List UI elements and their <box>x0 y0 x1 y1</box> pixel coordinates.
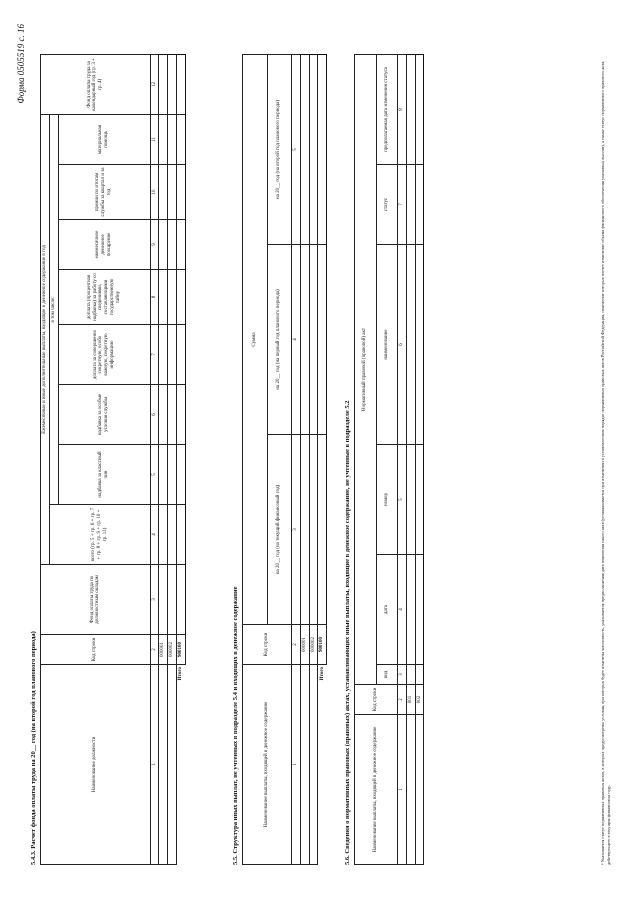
itogo-cell[interactable] <box>176 114 185 164</box>
value-cell[interactable] <box>406 245 415 445</box>
h-special: надбавка за особые условия службы <box>58 385 150 445</box>
itogo-cell[interactable] <box>176 565 185 635</box>
h-premium: премии по итогам службы за квартал и за год <box>58 165 150 220</box>
table-row <box>300 55 309 865</box>
value-cell[interactable] <box>406 54 415 164</box>
col-num: 10 <box>150 165 159 220</box>
value-cell[interactable] <box>168 54 177 114</box>
itogo-cell[interactable] <box>176 270 185 325</box>
table-row <box>168 54 177 864</box>
value-cell[interactable] <box>159 270 168 325</box>
h-title: наименование <box>376 245 398 445</box>
value-cell[interactable] <box>159 165 168 220</box>
section-56-title: 5.6. Сведения о нормативных правовых (правовых) актах, устанавливающих иные выплаты, входящие в денежное содержание, не учтенные в подразделе 5.2 <box>344 400 351 865</box>
value-cell[interactable] <box>168 165 177 220</box>
column-number-row <box>292 55 301 865</box>
itogo-cell[interactable] <box>318 435 327 625</box>
form-number: Форма 0505519 с. 16 <box>16 24 26 104</box>
h-status: статус <box>376 165 398 245</box>
table-row <box>159 54 168 864</box>
h-seniority: доплата за совершенно секретную, особо важную, секретную информацию <box>58 325 150 385</box>
row-code: 002 <box>415 685 424 715</box>
value-cell[interactable] <box>300 55 309 245</box>
itogo-cell[interactable] <box>318 55 327 245</box>
section-543-table <box>40 54 186 865</box>
h-name: Наименование выплаты, входящей в денежное содержание <box>243 665 292 865</box>
itogo-cell[interactable] <box>176 505 185 565</box>
col-num: 2 <box>292 625 301 665</box>
value-cell[interactable] <box>159 114 168 164</box>
col-num: 2 <box>398 685 407 715</box>
itogo-row <box>318 55 327 865</box>
col-num: 3 <box>292 435 301 625</box>
itogo-cell[interactable] <box>318 245 327 435</box>
h-act: Нормативный правовой (правовой) акт <box>355 54 377 684</box>
h-monthly: Ежемесячные и иные дополнительные выплаты, входящие в денежное содержание в год <box>41 114 50 564</box>
value-cell[interactable] <box>168 270 177 325</box>
col-num: 4 <box>292 245 301 435</box>
col-num: 12 <box>150 54 159 114</box>
h-state-secret: доплата (процентная надбавка) за работу со сведениями, составляющими государственную тайну <box>58 270 150 325</box>
row-code: 000001 <box>300 625 309 665</box>
h-fund-total: Фонд оплаты труда за календарный год (гр. 3 + гр. 4) <box>41 54 151 114</box>
section-56-table <box>354 54 424 865</box>
col-num: 7 <box>398 165 407 245</box>
table-row <box>406 54 415 864</box>
value-cell[interactable] <box>309 55 318 245</box>
h-class: надбавка за классный чин <box>58 445 150 505</box>
value-cell[interactable] <box>159 385 168 445</box>
section-55-title: 5.5. Структура иных выплат, не учтенных в подразделе 5.4 и входящих в денежное содержание <box>232 586 239 865</box>
value-cell[interactable] <box>415 165 424 245</box>
itogo-cell[interactable] <box>176 54 185 114</box>
value-cell[interactable] <box>168 220 177 270</box>
row-code: 000002 <box>309 625 318 665</box>
value-cell[interactable] <box>159 54 168 114</box>
value-cell[interactable] <box>406 665 415 685</box>
column-number-row <box>398 54 407 864</box>
row-name[interactable] <box>159 665 168 865</box>
value-cell[interactable] <box>406 445 415 555</box>
h-material: материальная помощь <box>58 114 150 164</box>
value-cell[interactable] <box>415 445 424 555</box>
h-number: номер <box>376 445 398 555</box>
col-num: 1 <box>150 665 159 865</box>
row-code: 000002 <box>168 635 177 665</box>
col-num: 8 <box>150 270 159 325</box>
section-55-table <box>242 54 327 865</box>
h-year1: на 20__ год (на текущий финансовый год) <box>267 435 292 625</box>
row-name[interactable] <box>168 665 177 865</box>
col-num: 9 <box>150 220 159 270</box>
value-cell[interactable] <box>159 505 168 565</box>
col-num: 5 <box>398 445 407 555</box>
col-num: 4 <box>398 555 407 665</box>
col-num: 3 <box>398 665 407 685</box>
h-date: дата <box>376 555 398 665</box>
itogo-cell[interactable] <box>176 385 185 445</box>
itogo-cell[interactable] <box>176 220 185 270</box>
value-cell[interactable] <box>300 435 309 625</box>
itogo-cell[interactable] <box>176 165 185 220</box>
value-cell[interactable] <box>415 665 424 685</box>
col-num: 8 <box>398 54 407 164</box>
col-num: 4 <box>150 505 159 565</box>
h-incl: в том числе: <box>49 114 58 504</box>
value-cell[interactable] <box>406 165 415 245</box>
h-year2: на 20__ год (на первый год планового периода) <box>267 245 292 435</box>
section-543-title: 5.4.3. Расчет фонда оплаты труда на 20__ год (на второй год планового периода) <box>30 631 37 865</box>
itogo-label: Итого <box>178 667 183 681</box>
h-sum: Сумма <box>243 55 268 625</box>
value-cell[interactable] <box>309 245 318 435</box>
table-row <box>415 54 424 864</box>
table-row <box>309 55 318 865</box>
h-code: Код строки <box>41 635 151 665</box>
value-cell[interactable] <box>309 435 318 625</box>
h-name: Наименование выплаты, входящей в денежное содержание <box>355 715 398 865</box>
value-cell[interactable] <box>300 245 309 435</box>
value-cell[interactable] <box>406 555 415 665</box>
itogo-label: Итого <box>319 667 325 681</box>
value-cell[interactable] <box>168 325 177 385</box>
row-code: 001 <box>406 685 415 715</box>
h-deadline: предполагаемая дата изменения статуса <box>376 54 398 164</box>
col-num: 1 <box>398 715 407 865</box>
itogo-cell[interactable] <box>176 445 185 505</box>
row-name[interactable] <box>300 665 309 865</box>
h-fund-salary: Фонд оплаты труда по должностным окладам <box>41 565 151 635</box>
col-num: 7 <box>150 325 159 385</box>
value-cell[interactable] <box>168 385 177 445</box>
col-num: 11 <box>150 114 159 164</box>
row-name[interactable] <box>309 665 318 865</box>
col-num: 5 <box>150 445 159 505</box>
value-cell[interactable] <box>159 565 168 635</box>
col-num: 6 <box>150 385 159 445</box>
col-num: 2 <box>150 635 159 665</box>
value-cell[interactable] <box>415 245 424 445</box>
col-num: 5 <box>292 55 301 245</box>
h-code: Код строки <box>355 685 398 715</box>
h-cash-incentive: ежемесячное денежное поощрение <box>58 220 150 270</box>
itogo-cell[interactable] <box>176 325 185 385</box>
value-cell[interactable] <box>168 114 177 164</box>
itogo-row <box>176 54 185 864</box>
h-code: Код строки <box>243 625 292 665</box>
value-cell[interactable] <box>159 220 168 270</box>
value-cell[interactable] <box>168 445 177 505</box>
column-number-row <box>150 54 159 864</box>
row-code: 000001 <box>159 635 168 665</box>
value-cell[interactable] <box>168 565 177 635</box>
h-position: Наименование должности <box>41 665 151 865</box>
footnote: ⁴ Указывается статус нормативных правовых актов, в которых предусмотрены условия, при которых будет изменена численность, указывается предполагаемая дата изменения такого акта (устанавливается при изменении в установленном порядке нормативных правовых актов Российской Федерации, изменение которых влечет изменение объема финансового обеспечения указанных выплат), а также статус нормативного правового акта, действующего в текущем финансовом году. <box>600 60 611 865</box>
value-cell[interactable] <box>159 325 168 385</box>
value-cell[interactable] <box>159 445 168 505</box>
h-type: вид <box>376 665 398 685</box>
value-cell[interactable] <box>415 555 424 665</box>
col-num: 3 <box>150 565 159 635</box>
value-cell[interactable] <box>415 54 424 164</box>
h-total: всего (гр. 5 + гр. 6 + гр. 7 + гр. 8 + гр. 9 + гр. 10 + гр. 11) <box>49 505 150 565</box>
row-name[interactable] <box>406 715 415 865</box>
col-num: 6 <box>398 245 407 445</box>
h-year3: на 20__ год (на второй год планового периода) <box>267 55 292 245</box>
col-num: 1 <box>292 665 301 865</box>
itogo-code: 900100 <box>318 625 327 665</box>
row-name[interactable] <box>415 715 424 865</box>
value-cell[interactable] <box>168 505 177 565</box>
itogo-code: 900100 <box>176 635 185 665</box>
